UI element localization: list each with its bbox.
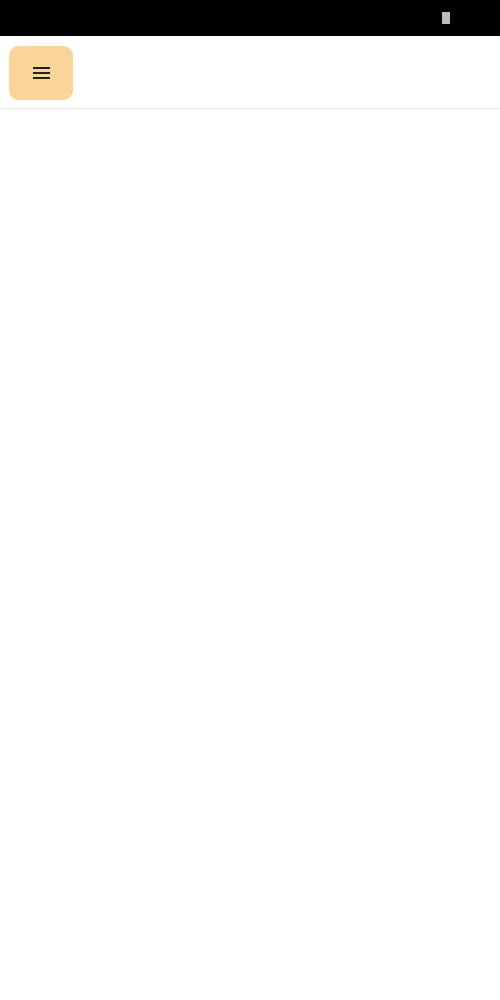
battery-icon bbox=[442, 12, 450, 24]
status-bar bbox=[0, 0, 500, 36]
app-header bbox=[0, 36, 500, 109]
menu-button[interactable] bbox=[9, 46, 73, 100]
hamburger-menu-icon bbox=[33, 67, 50, 79]
battery-indicator bbox=[439, 10, 450, 26]
